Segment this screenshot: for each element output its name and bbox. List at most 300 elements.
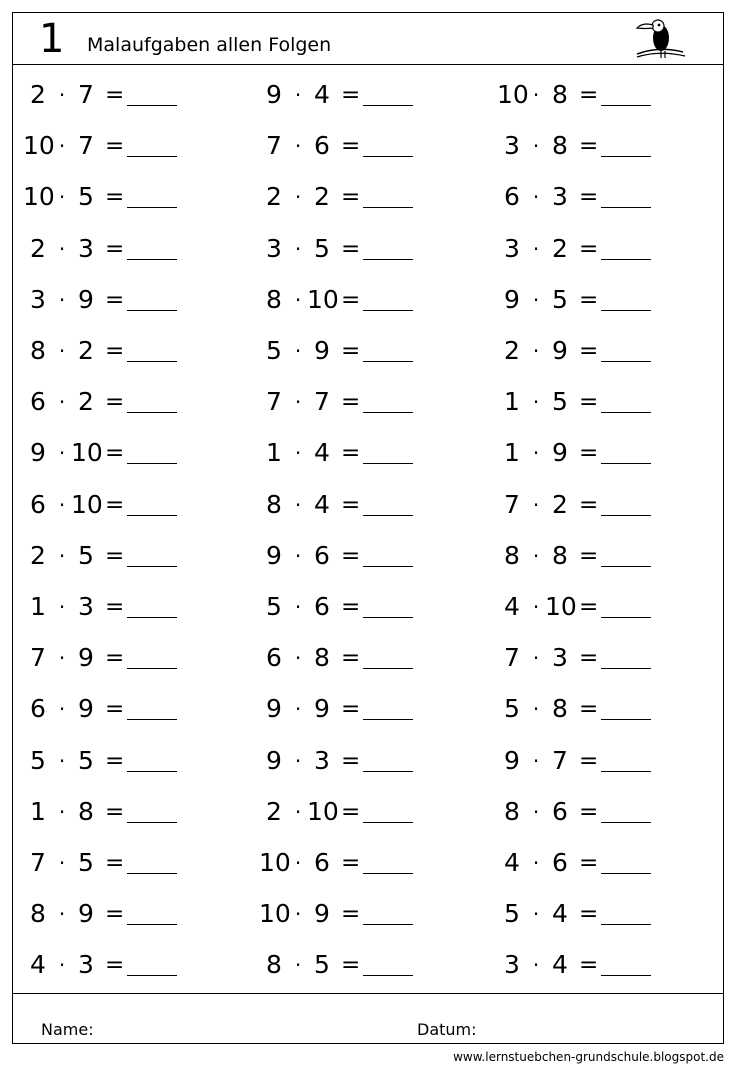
multiplication-task	[23, 689, 223, 729]
factor-a: 3	[504, 131, 520, 161]
equals-sign: =	[341, 901, 361, 928]
factor-b: 4	[314, 80, 330, 109]
answer-blank[interactable]	[363, 361, 413, 362]
answer-blank[interactable]	[363, 668, 413, 669]
answer-blank[interactable]	[127, 975, 177, 976]
factor-b: 10	[71, 438, 103, 468]
equals-sign: =	[579, 542, 599, 569]
times-sign: ·	[532, 390, 540, 415]
equals-sign: =	[341, 747, 361, 774]
factor-b: 2	[78, 336, 94, 365]
factor-a: 8	[504, 796, 520, 826]
factor-a: 9	[504, 745, 520, 775]
answer-blank[interactable]	[363, 822, 413, 823]
factor-b: 3	[78, 592, 94, 621]
factor-b: 10	[307, 796, 339, 826]
times-sign: ·	[58, 185, 66, 210]
factor-b: 8	[314, 643, 330, 673]
times-sign: ·	[532, 902, 540, 927]
equals-sign: =	[341, 133, 361, 160]
multiplication-task	[23, 792, 223, 832]
factor-a: 5	[266, 592, 282, 621]
equals-sign: =	[579, 747, 599, 774]
answer-blank[interactable]	[127, 822, 177, 823]
answer-blank[interactable]	[363, 873, 413, 874]
times-sign: ·	[532, 799, 540, 824]
factor-b: 9	[78, 643, 94, 673]
answer-blank[interactable]	[127, 668, 177, 669]
times-sign: ·	[294, 83, 302, 107]
equals-sign: =	[105, 133, 125, 160]
answer-blank[interactable]	[363, 156, 413, 157]
factor-b: 8	[78, 796, 94, 826]
times-sign: ·	[58, 595, 66, 619]
factor-b: 2	[552, 233, 568, 263]
multiplication-task	[259, 382, 459, 422]
factor-a: 2	[30, 233, 46, 263]
multiplication-task	[259, 229, 459, 269]
factor-a: 2	[266, 182, 282, 212]
factor-a: 8	[266, 950, 282, 980]
times-sign: ·	[58, 236, 66, 261]
times-sign: ·	[294, 339, 302, 363]
multiplication-task	[497, 433, 697, 473]
equals-sign: =	[105, 491, 125, 518]
factor-b: 5	[78, 182, 94, 212]
factor-b: 8	[552, 694, 568, 724]
factor-b: 7	[78, 131, 94, 161]
answer-blank[interactable]	[601, 566, 651, 567]
equals-sign: =	[341, 184, 361, 211]
times-sign: ·	[294, 441, 302, 466]
exercise-row	[13, 894, 723, 934]
multiplication-task	[259, 536, 459, 576]
factor-b: 4	[552, 899, 568, 929]
exercise-row	[13, 536, 723, 576]
sheet-number: 1	[39, 16, 65, 62]
answer-blank[interactable]	[127, 156, 177, 157]
times-sign: ·	[294, 134, 302, 159]
answer-blank[interactable]	[127, 463, 177, 464]
factor-a: 1	[30, 796, 46, 826]
factor-b: 2	[78, 387, 94, 417]
equals-sign: =	[579, 901, 599, 928]
multiplication-task	[497, 536, 697, 576]
answer-blank[interactable]	[601, 310, 651, 311]
equals-sign: =	[105, 286, 125, 313]
factor-b: 10	[307, 284, 339, 314]
equals-sign: =	[579, 184, 599, 211]
times-sign: ·	[532, 748, 540, 773]
exercise-row	[13, 229, 723, 269]
exercise-row	[13, 689, 723, 729]
factor-a: 9	[266, 540, 282, 570]
answer-blank[interactable]	[601, 515, 651, 516]
answer-blank[interactable]	[363, 771, 413, 772]
multiplication-task	[259, 485, 459, 525]
equals-sign: =	[341, 389, 361, 416]
times-sign: ·	[532, 595, 540, 619]
factor-a: 6	[30, 489, 46, 519]
factor-a: 7	[504, 489, 520, 519]
times-sign: ·	[294, 953, 302, 978]
equals-sign: =	[341, 440, 361, 467]
multiplication-task	[23, 331, 223, 371]
answer-blank[interactable]	[363, 105, 413, 106]
times-sign: ·	[58, 441, 66, 466]
multiplication-task	[497, 792, 697, 832]
equals-sign: =	[105, 798, 125, 825]
exercise-row	[13, 331, 723, 371]
factor-a: 9	[266, 80, 282, 109]
equals-sign: =	[105, 235, 125, 262]
multiplication-task	[259, 894, 459, 934]
factor-b: 8	[552, 540, 568, 570]
times-sign: ·	[532, 851, 540, 875]
answer-blank[interactable]	[601, 617, 651, 618]
answer-blank[interactable]	[363, 412, 413, 413]
answer-blank[interactable]	[363, 259, 413, 260]
times-sign: ·	[532, 185, 540, 210]
factor-a: 8	[30, 336, 46, 365]
multiplication-task	[259, 75, 459, 115]
answer-blank[interactable]	[363, 310, 413, 311]
equals-sign: =	[579, 952, 599, 979]
equals-sign: =	[105, 901, 125, 928]
equals-sign: =	[579, 389, 599, 416]
multiplication-task	[259, 638, 459, 678]
answer-blank[interactable]	[601, 463, 651, 464]
exercise-row	[13, 126, 723, 166]
answer-blank[interactable]	[601, 668, 651, 669]
factor-a: 4	[504, 592, 520, 621]
answer-blank[interactable]	[601, 924, 651, 925]
exercise-row	[13, 177, 723, 217]
multiplication-task	[23, 177, 223, 217]
multiplication-task	[23, 894, 223, 934]
factor-a: 5	[504, 694, 520, 724]
worksheet-header	[13, 13, 723, 65]
equals-sign: =	[105, 184, 125, 211]
multiplication-task	[497, 126, 697, 166]
exercise-row	[13, 382, 723, 422]
exercise-row	[13, 75, 723, 115]
equals-sign: =	[579, 645, 599, 672]
times-sign: ·	[532, 339, 540, 363]
multiplication-task	[259, 280, 459, 320]
equals-sign: =	[341, 491, 361, 518]
factor-b: 6	[314, 848, 330, 877]
factor-a: 8	[266, 284, 282, 314]
equals-sign: =	[105, 389, 125, 416]
factor-a: 9	[266, 745, 282, 775]
times-sign: ·	[294, 902, 302, 927]
times-sign: ·	[58, 799, 66, 824]
times-sign: ·	[532, 697, 540, 722]
times-sign: ·	[58, 134, 66, 159]
factor-a: 2	[30, 540, 46, 570]
times-sign: ·	[294, 748, 302, 773]
answer-blank[interactable]	[601, 259, 651, 260]
times-sign: ·	[532, 441, 540, 466]
factor-b: 3	[552, 182, 568, 212]
factor-a: 7	[30, 643, 46, 673]
equals-sign: =	[341, 235, 361, 262]
multiplication-task	[23, 536, 223, 576]
answer-blank[interactable]	[601, 156, 651, 157]
equals-sign: =	[579, 133, 599, 160]
multiplication-task	[23, 638, 223, 678]
multiplication-task	[497, 638, 697, 678]
factor-a: 10	[259, 848, 291, 877]
factor-b: 5	[314, 233, 330, 263]
factor-a: 10	[23, 131, 55, 161]
equals-sign: =	[579, 286, 599, 313]
answer-blank[interactable]	[601, 412, 651, 413]
exercise-row	[13, 638, 723, 678]
factor-b: 9	[78, 899, 94, 929]
factor-b: 4	[314, 438, 330, 468]
equals-sign: =	[579, 82, 599, 108]
worksheet-title: Malaufgaben allen Folgen	[87, 34, 332, 56]
exercise-row	[13, 587, 723, 627]
factor-b: 3	[314, 745, 330, 775]
multiplication-task	[259, 587, 459, 627]
equals-sign: =	[341, 542, 361, 569]
factor-b: 9	[78, 694, 94, 724]
answer-blank[interactable]	[601, 771, 651, 772]
factor-b: 5	[78, 540, 94, 570]
factor-b: 6	[552, 796, 568, 826]
factor-a: 10	[259, 899, 291, 929]
multiplication-task	[23, 485, 223, 525]
equals-sign: =	[579, 594, 599, 620]
answer-blank[interactable]	[127, 771, 177, 772]
answer-blank[interactable]	[363, 566, 413, 567]
equals-sign: =	[579, 440, 599, 467]
multiplication-task	[497, 75, 697, 115]
equals-sign: =	[579, 338, 599, 364]
factor-a: 1	[504, 387, 520, 417]
answer-blank[interactable]	[363, 975, 413, 976]
answer-blank[interactable]	[601, 207, 651, 208]
answer-blank[interactable]	[127, 719, 177, 720]
factor-b: 6	[314, 592, 330, 621]
times-sign: ·	[58, 492, 66, 517]
equals-sign: =	[341, 338, 361, 364]
times-sign: ·	[294, 851, 302, 875]
factor-a: 5	[266, 336, 282, 365]
times-sign: ·	[58, 543, 66, 568]
factor-b: 9	[552, 438, 568, 468]
answer-blank[interactable]	[127, 412, 177, 413]
factor-b: 6	[552, 848, 568, 877]
times-sign: ·	[532, 287, 540, 312]
times-sign: ·	[294, 236, 302, 261]
factor-b: 5	[314, 950, 330, 980]
factor-b: 4	[314, 489, 330, 519]
worksheet-footer	[13, 993, 723, 1045]
answer-blank[interactable]	[127, 259, 177, 260]
multiplication-task	[259, 689, 459, 729]
exercise-row	[13, 280, 723, 320]
equals-sign: =	[105, 82, 125, 108]
answer-blank[interactable]	[127, 105, 177, 106]
factor-b: 3	[78, 950, 94, 980]
equals-sign: =	[341, 952, 361, 979]
answer-blank[interactable]	[127, 873, 177, 874]
factor-a: 1	[30, 592, 46, 621]
equals-sign: =	[579, 850, 599, 876]
answer-blank[interactable]	[127, 617, 177, 618]
factor-a: 10	[23, 182, 55, 212]
times-sign: ·	[532, 953, 540, 978]
multiplication-task	[497, 587, 697, 627]
times-sign: ·	[58, 697, 66, 722]
answer-blank[interactable]	[601, 822, 651, 823]
answer-blank[interactable]	[127, 515, 177, 516]
times-sign: ·	[58, 851, 66, 875]
times-sign: ·	[294, 799, 302, 824]
factor-a: 6	[266, 643, 282, 673]
equals-sign: =	[105, 338, 125, 364]
answer-blank[interactable]	[127, 924, 177, 925]
factor-b: 9	[314, 899, 330, 929]
multiplication-task	[23, 945, 223, 985]
factor-a: 7	[266, 387, 282, 417]
factor-b: 3	[78, 233, 94, 263]
equals-sign: =	[579, 491, 599, 518]
answer-blank[interactable]	[601, 719, 651, 720]
equals-sign: =	[105, 696, 125, 723]
factor-b: 6	[314, 540, 330, 570]
exercise-row	[13, 741, 723, 781]
answer-blank[interactable]	[127, 310, 177, 311]
equals-sign: =	[341, 850, 361, 876]
answer-blank[interactable]	[363, 719, 413, 720]
times-sign: ·	[58, 83, 66, 107]
answer-blank[interactable]	[601, 873, 651, 874]
times-sign: ·	[532, 134, 540, 159]
website-credit: www.lernstuebchen-grundschule.blogspot.de	[453, 1050, 724, 1064]
answer-blank[interactable]	[601, 105, 651, 106]
times-sign: ·	[58, 646, 66, 671]
times-sign: ·	[58, 953, 66, 978]
multiplication-task	[497, 331, 697, 371]
answer-blank[interactable]	[127, 566, 177, 567]
factor-a: 5	[504, 899, 520, 929]
factor-a: 9	[504, 284, 520, 314]
factor-a: 4	[30, 950, 46, 980]
factor-b: 2	[552, 489, 568, 519]
equals-sign: =	[341, 645, 361, 672]
factor-a: 2	[30, 80, 46, 109]
factor-a: 10	[497, 80, 529, 109]
equals-sign: =	[341, 286, 361, 313]
multiplication-task	[497, 945, 697, 985]
exercise-row	[13, 945, 723, 985]
toucan-icon	[631, 16, 687, 62]
factor-b: 9	[78, 284, 94, 314]
multiplication-task	[497, 229, 697, 269]
multiplication-task	[23, 229, 223, 269]
multiplication-task	[497, 382, 697, 422]
factor-a: 1	[504, 438, 520, 468]
multiplication-task	[497, 741, 697, 781]
multiplication-task	[497, 280, 697, 320]
multiplication-task	[23, 75, 223, 115]
times-sign: ·	[294, 287, 302, 312]
multiplication-task	[23, 433, 223, 473]
multiplication-task	[497, 177, 697, 217]
multiplication-task	[497, 689, 697, 729]
answer-blank[interactable]	[363, 463, 413, 464]
factor-b: 7	[552, 745, 568, 775]
factor-a: 2	[504, 336, 520, 365]
multiplication-task	[23, 280, 223, 320]
factor-a: 3	[504, 950, 520, 980]
equals-sign: =	[341, 696, 361, 723]
exercise-row	[13, 433, 723, 473]
factor-b: 5	[552, 387, 568, 417]
answer-blank[interactable]	[127, 207, 177, 208]
multiplication-task	[259, 126, 459, 166]
times-sign: ·	[58, 390, 66, 415]
factor-a: 1	[266, 438, 282, 468]
multiplication-task	[497, 894, 697, 934]
times-sign: ·	[294, 492, 302, 517]
factor-a: 6	[30, 387, 46, 417]
multiplication-task	[259, 331, 459, 371]
name-label: Name:	[41, 1020, 94, 1039]
times-sign: ·	[532, 83, 540, 107]
times-sign: ·	[58, 748, 66, 773]
multiplication-task	[497, 843, 697, 883]
factor-b: 5	[78, 848, 94, 877]
multiplication-task	[259, 433, 459, 473]
answer-blank[interactable]	[363, 924, 413, 925]
equals-sign: =	[105, 850, 125, 876]
times-sign: ·	[532, 646, 540, 671]
factor-a: 4	[504, 848, 520, 877]
multiplication-task	[259, 945, 459, 985]
factor-a: 3	[266, 233, 282, 263]
equals-sign: =	[105, 952, 125, 979]
times-sign: ·	[532, 543, 540, 568]
equals-sign: =	[105, 645, 125, 672]
multiplication-task	[259, 177, 459, 217]
answer-blank[interactable]	[127, 361, 177, 362]
times-sign: ·	[532, 236, 540, 261]
factor-b: 3	[552, 643, 568, 673]
factor-b: 7	[78, 80, 94, 109]
factor-a: 7	[30, 848, 46, 877]
factor-a: 6	[504, 182, 520, 212]
factor-b: 9	[314, 694, 330, 724]
times-sign: ·	[532, 492, 540, 517]
answer-blank[interactable]	[363, 515, 413, 516]
factor-a: 9	[30, 438, 46, 468]
answer-blank[interactable]	[363, 207, 413, 208]
answer-blank[interactable]	[601, 975, 651, 976]
answer-blank[interactable]	[601, 361, 651, 362]
factor-b: 4	[552, 950, 568, 980]
answer-blank[interactable]	[363, 617, 413, 618]
times-sign: ·	[294, 697, 302, 722]
factor-a: 5	[30, 745, 46, 775]
date-label: Datum:	[417, 1020, 477, 1039]
equals-sign: =	[105, 440, 125, 467]
